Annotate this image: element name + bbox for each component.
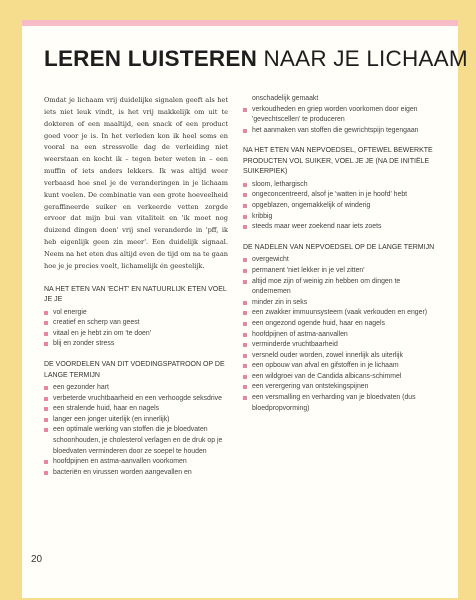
- list-item: [243, 351, 435, 362]
- list-item: [243, 266, 435, 277]
- bullet-icon: [243, 322, 247, 326]
- section4-heading: DE NADELEN VAN NEPVOEDSEL OP DE LANGE TERMIJN: [243, 243, 435, 251]
- bullet-icon: [243, 269, 247, 273]
- bullet-icon: [44, 321, 48, 325]
- list-item: [243, 222, 435, 233]
- list-item: [243, 382, 435, 393]
- section3-heading: NA HET ETEN VAN NEPVOEDSEL, OFTEWEL BEWERKTE PRODUCTEN VOL SUIKER, VOEL JE JE (NA DE INITIËLE SUIKERPIEK): [243, 147, 433, 176]
- section1-heading: NA HET ETEN VAN 'ECHT' EN NATUURLIJK ETEN VOEL JE JE: [44, 285, 227, 304]
- list-item-text: een versmalling en verharding van je bloedvaten (dus bloedpropvorming): [252, 394, 416, 412]
- bullet-icon: [44, 386, 48, 390]
- list-item: [243, 298, 435, 309]
- bullet-icon: [243, 375, 247, 379]
- list-item: [44, 468, 228, 479]
- left-column: [44, 95, 228, 488]
- list-item-text: een opbouw van afval en gifstoffen in je lichaam: [252, 362, 399, 370]
- list-item: [44, 308, 228, 319]
- list-item: [44, 339, 228, 350]
- list-item-text: een optimale werking van stoffen die je bloedvaten schoonhouden, je cholesterol verlagen en de druk op je bloedvaten verminderen door ze soepel te houden: [53, 426, 223, 455]
- list-item: [243, 277, 435, 298]
- page-title: [44, 46, 468, 72]
- section2-heading: DE VOORDELEN VAN DIT VOEDINGSPATROON OP DE LANGE TERMIJN: [44, 361, 225, 379]
- bullet-icon: [243, 354, 247, 358]
- bullet-icon: [44, 471, 48, 475]
- list-item: [243, 330, 435, 341]
- list-item-text: een zwakker immuunsysteem (vaak verkouden en enger): [252, 309, 428, 317]
- bullet-icon: [44, 332, 48, 336]
- list-item-text: ongeconcentreerd, alsof je 'watten in je hoofd' hebt: [252, 191, 408, 199]
- bullet-icon: [243, 183, 247, 187]
- bullet-icon: [44, 428, 48, 432]
- list-item-text: een verergering van ontstekingspijnen: [252, 383, 369, 391]
- list-item-text: hoofdpijnen of astma-aanvallen: [252, 330, 348, 338]
- bullet-icon: [44, 397, 48, 401]
- list-item: [44, 425, 228, 457]
- right-column: [243, 94, 435, 424]
- bullet-icon: [243, 280, 247, 284]
- bullet-icon: [243, 129, 247, 133]
- list-item-text: een wildgroei van de Candida albicans-schimmel: [252, 372, 402, 380]
- list-item: [44, 415, 228, 426]
- list-item: [243, 126, 435, 137]
- bullet-icon: [44, 342, 48, 346]
- list-item: [243, 319, 435, 330]
- title-bold: LEREN LUISTEREN: [44, 46, 258, 71]
- intro-paragraph: Omdat je lichaam vrij duidelijke signalen geeft als het iets niet leuk vindt, is het vrij makkelijk om uit te dokteren of een maaltijd, een snack of een product goed voor je is. In het verleden kon ik heel soms en vooral na een stressvolle dag de verleiding niet weerstaan en kocht ik – tegen beter weten in – een muffin of iets anders lekkers. Ik was altijd weer verbaasd hoe snel je de veranderingen in je lichaam kunt voelen. De combinatie van een grote hoeveelheid geraffineerde suiker en verkeerde vetten zorgde ervoor dat mijn bui van vitaliteit en 'ik moet nog duizend dingen doen' vrij snel veranderde in 'pff, ik heb eigenlijk geen zin meer'. Een duidelijk signaal. Neem na het eten dus altijd even de tijd om na te gaan hoe je je precies voelt, lichamelijk én geestelijk.: [44, 96, 228, 270]
- list-item-text: verkoudheden en griep worden voorkomen door eigen 'gevechtscellen' te produceren: [252, 105, 418, 124]
- bullet-icon: [243, 343, 247, 347]
- bullet-icon: [243, 385, 247, 389]
- list-item-text: verbeterde vruchtbaarheid en een verhoogde seksdrive: [53, 394, 222, 402]
- list-item: [243, 105, 435, 126]
- bullet-icon: [243, 311, 247, 315]
- bullet-icon: [243, 204, 247, 208]
- section2-list: [44, 383, 228, 478]
- list-item-text: vol energie: [53, 308, 87, 316]
- bullet-icon: [243, 225, 247, 229]
- list-item-text: creatief en scherp van geest: [53, 319, 140, 327]
- list-item-text: sloom, lethargisch: [252, 180, 308, 188]
- list-item: [243, 308, 435, 319]
- section2-continued-list: [243, 94, 435, 136]
- list-item-text: langer een jonger uiterlijk (en innerlijk): [53, 415, 170, 423]
- bullet-icon: [243, 301, 247, 305]
- bullet-icon: [243, 364, 247, 368]
- list-item-text: minder zin in seks: [252, 298, 308, 306]
- bullet-icon: [44, 418, 48, 422]
- section4-list: [243, 255, 435, 414]
- bullet-icon: [44, 460, 48, 464]
- title-light: NAAR JE LICHAAM: [263, 46, 468, 71]
- list-item-text: steeds maar weer zoekend naar iets zoets: [252, 223, 382, 231]
- bullet-icon: [44, 407, 48, 411]
- list-item-text: onschadelijk gemaakt: [252, 95, 319, 102]
- bullet-icon: [243, 108, 247, 112]
- section3-list: [243, 180, 435, 233]
- list-item-text: kribbig: [252, 212, 273, 220]
- list-item: [44, 457, 228, 468]
- list-item: [243, 361, 435, 372]
- bullet-icon: [243, 215, 247, 219]
- list-item-text: vitaal en je hebt zin om 'te doen': [53, 329, 152, 337]
- list-item: [243, 94, 435, 105]
- section1-list: [44, 308, 228, 350]
- list-item-text: het aanmaken van stoffen die gewrichtspijn tegengaan: [252, 126, 419, 134]
- list-item-text: versneld ouder worden, zowel innerlijk als uiterlijk: [252, 351, 403, 359]
- bullet-icon: [243, 396, 247, 400]
- list-item: [44, 404, 228, 415]
- list-item: [44, 329, 228, 340]
- bullet-icon: [243, 193, 247, 197]
- list-item-text: permanent 'niet lekker in je vel zitten': [252, 266, 365, 274]
- list-item: [243, 340, 435, 351]
- list-item-text: overgewicht: [252, 256, 289, 264]
- list-item: [243, 393, 435, 414]
- list-item: [243, 201, 435, 212]
- list-item: [44, 394, 228, 405]
- bullet-icon: [243, 258, 247, 262]
- list-item: [243, 372, 435, 383]
- list-item-text: hoofdpijnen en astma-aanvallen voorkomen: [53, 458, 187, 466]
- list-item: [44, 383, 228, 394]
- list-item-text: een stralende huid, haar en nagels: [53, 405, 160, 413]
- list-item: [44, 318, 228, 329]
- list-item: [243, 255, 435, 266]
- list-item-text: blij en zonder stress: [53, 340, 115, 348]
- list-item-text: opgeblazen, ongemakkelijk of winderig: [252, 202, 371, 210]
- page-number: 20: [31, 554, 43, 565]
- list-item-text: bacteriën en virussen worden aangevallen en: [53, 468, 192, 476]
- list-item-text: verminderde vruchtbaarheid: [252, 341, 338, 349]
- bullet-icon: [243, 333, 247, 337]
- list-item-text: altijd moe zijn of weinig zin hebben om dingen te ondernemen: [252, 277, 401, 296]
- bullet-icon: [44, 311, 48, 315]
- list-item-text: een ongezond ogende huid, haar en nagels: [252, 319, 385, 327]
- list-item: [243, 212, 435, 223]
- list-item-text: een gezonder hart: [53, 384, 109, 392]
- list-item: [243, 190, 435, 201]
- list-item: [243, 180, 435, 191]
